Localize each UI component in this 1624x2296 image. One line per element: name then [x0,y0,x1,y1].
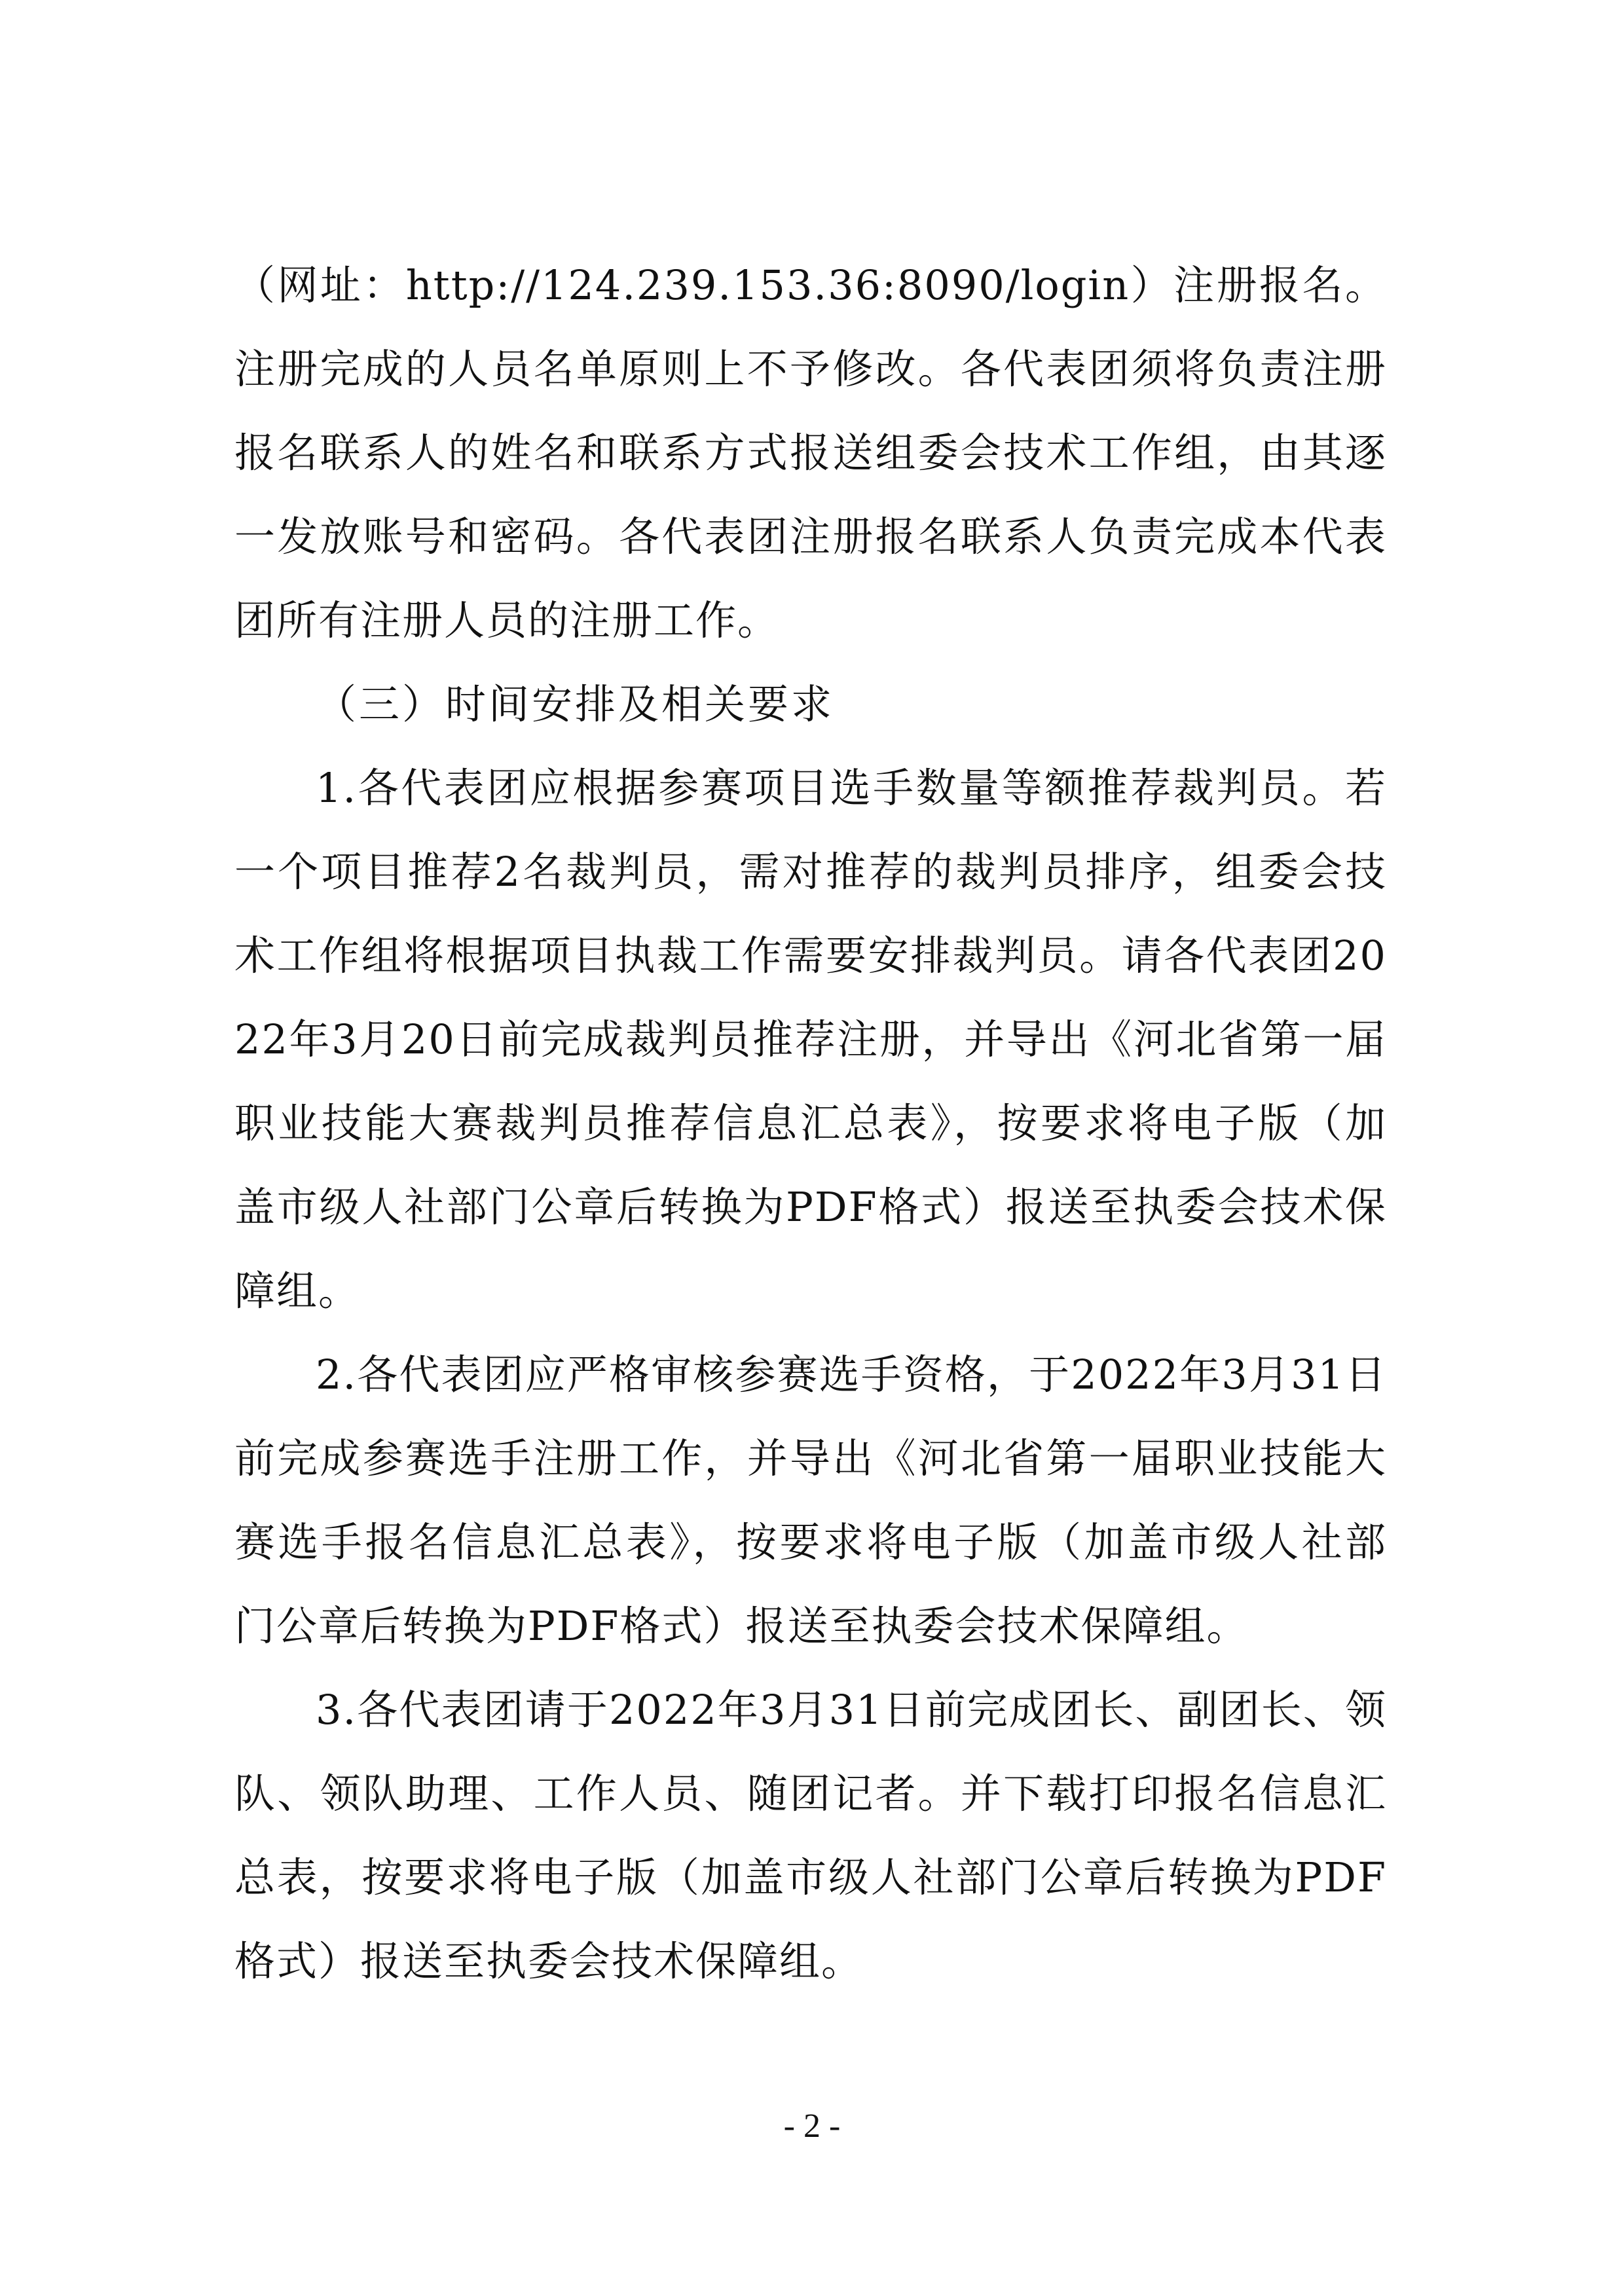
paragraph-item-1-referees: 1.各代表团应根据参赛项目选手数量等额推荐裁判员。若一个项目推荐2名裁判员，需对推荐的裁判员排序，组委会技术工作组将根据项目执裁工作需要安排裁判员。请各代表团2022年3月20日前完成裁判员推荐注册，并导出《河北省第一届职业技能大赛裁判员推荐信息汇总表》，按要求将电子版（加盖市级人社部门公章后转换为PDF格式）报送至执委会技术保障组。 [234,764,1387,1315]
paragraph-registration-url: （网址：http://124.239.153.36:8090/login）注册报名。注册完成的人员名单原则上不予修改。各代表团须将负责注册报名联系人的姓名和联系方式报送组委会技术工作组，由其逐一发放账号和密码。各代表团注册报名联系人负责完成本代表团所有注册人员的注册工作。 [234,261,1387,644]
section-heading-schedule: （三）时间安排及相关要求 [316,680,835,728]
paragraph-item-3-delegation-staff: 3.各代表团请于2022年3月31日前完成团长、副团长、领队、领队助理、工作人员、随团记者。并下载打印报名信息汇总表，按要求将电子版（加盖市级人社部门公章后转换为PDF格式）报送至执委会技术保障组。 [234,1686,1387,1985]
document-body [234,244,1387,2003]
paragraph-item-2-contestants: 2.各代表团应严格审核参赛选手资格，于2022年3月31日前完成参赛选手注册工作，并导出《河北省第一届职业技能大赛选手报名信息汇总表》，按要求将电子版（加盖市级人社部门公章后转换为PDF格式）报送至执委会技术保障组。 [234,1351,1387,1650]
page-number: - 2 - [783,2107,841,2145]
